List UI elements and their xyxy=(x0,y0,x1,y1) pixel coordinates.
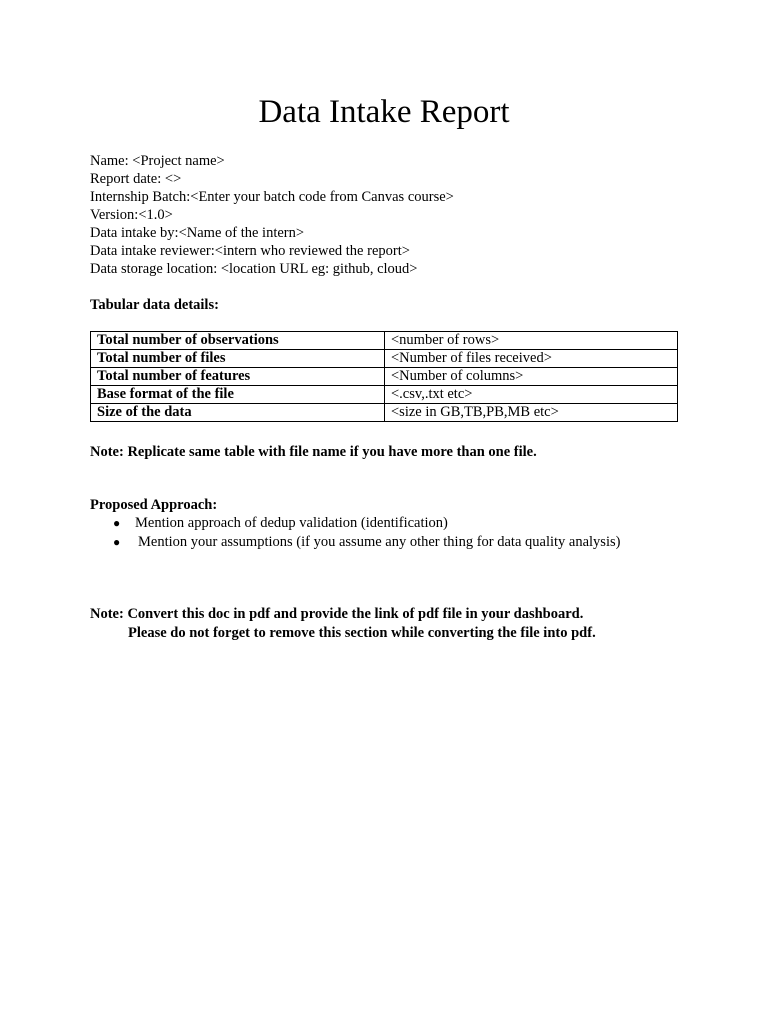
table-cell-key: Total number of features xyxy=(91,368,385,386)
internship-batch-line: Internship Batch:<Enter your batch code from Canvas course> xyxy=(90,189,454,205)
table-cell-key: Total number of files xyxy=(91,350,385,368)
table-row xyxy=(91,386,678,404)
table-cell-key: Size of the data xyxy=(91,404,385,422)
document-title: Data Intake Report xyxy=(258,94,510,130)
bullet-icon: ● xyxy=(113,535,121,549)
report-metadata xyxy=(90,152,710,278)
table-row xyxy=(91,368,678,386)
table-row xyxy=(91,332,678,350)
approach-bullet-list xyxy=(90,514,710,552)
data-intake-reviewer-line: Data intake reviewer:<intern who reviewed the report> xyxy=(90,243,410,259)
list-item xyxy=(90,514,710,533)
tabular-data-heading: Tabular data details: xyxy=(90,297,219,313)
table-cell-value: <size in GB,TB,PB,MB etc> xyxy=(385,404,678,422)
list-item xyxy=(90,533,710,552)
tabular-data-table xyxy=(90,331,678,422)
proposed-approach-heading: Proposed Approach: xyxy=(90,497,218,513)
table-cell-value: <number of rows> xyxy=(385,332,678,350)
project-name-line: Name: <Project name> xyxy=(90,153,225,169)
bullet-text: Mention approach of dedup validation (identification) xyxy=(135,515,448,531)
table-cell-key: Total number of observations xyxy=(91,332,385,350)
table-row xyxy=(91,350,678,368)
table-cell-value: <Number of columns> xyxy=(385,368,678,386)
table-cell-value: <Number of files received> xyxy=(385,350,678,368)
table-cell-value: <.csv,.txt etc> xyxy=(385,386,678,404)
data-storage-location-line: Data storage location: <location URL eg: github, cloud> xyxy=(90,261,418,277)
data-intake-by-line: Data intake by:<Name of the intern> xyxy=(90,225,305,241)
bullet-icon: ● xyxy=(113,516,121,530)
convert-pdf-note-line1: Note: Convert this doc in pdf and provide the link of pdf file in your dashboard. xyxy=(90,606,584,622)
replicate-table-note: Note: Replicate same table with file name if you have more than one file. xyxy=(90,444,537,460)
bullet-text: Mention your assumptions (if you assume any other thing for data quality analysis) xyxy=(138,534,621,550)
report-date-line: Report date: <> xyxy=(90,171,182,187)
convert-pdf-note-line2: Please do not forget to remove this section while converting the file into pdf. xyxy=(128,625,596,641)
table-row xyxy=(91,404,678,422)
convert-pdf-note xyxy=(90,605,596,643)
version-line: Version:<1.0> xyxy=(90,207,173,223)
table-cell-key: Base format of the file xyxy=(91,386,385,404)
